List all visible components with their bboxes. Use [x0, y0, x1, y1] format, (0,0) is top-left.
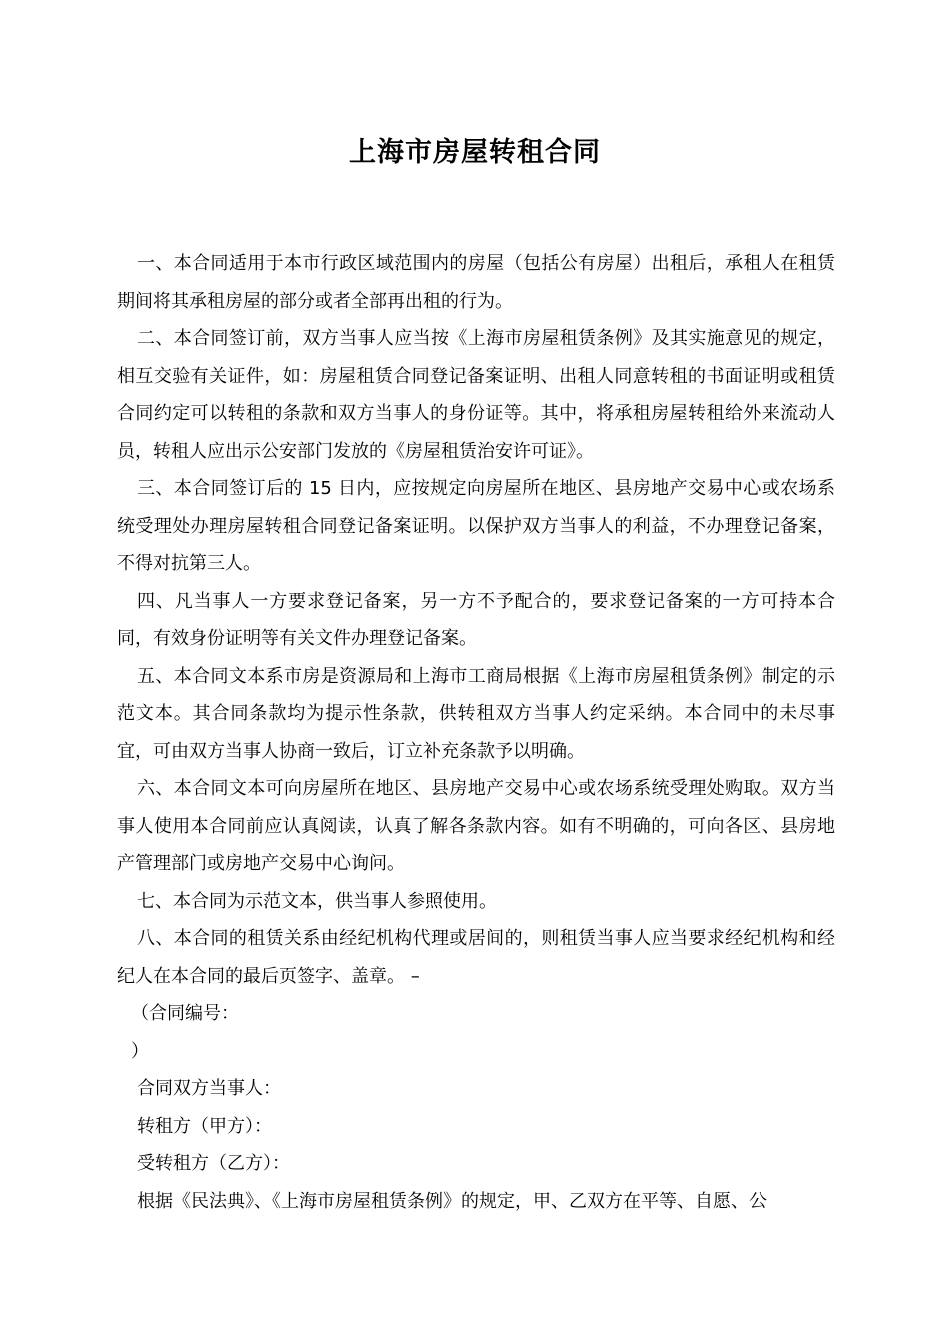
contract-number-label: （合同编号： — [131, 1003, 239, 1024]
document-title: 上海市房屋转租合同 — [349, 137, 601, 168]
clause-5: 五、本合同文本系市房是资源局和上海市工商局根据《上海市房屋租赁条例》制定的示范文本。其合同条款均为提示性条款，供转租双方当事人约定采纳。本合同中的未尽事宜，可由双方当事人协商一致后，订立补充条款予以明确。 — [117, 665, 835, 762]
clause-6: 六、本合同文本可向房屋所在地区、县房地产交易中心或农场系统受理处购取。双方当事人使用本合同前应认真阅读，认真了解各条款内容。如有不明确的，可向各区、县房地产管理部门或房地产交易中心询问。 — [117, 778, 835, 874]
clause-2: 二、本合同签订前，双方当事人应当按《上海市房屋租赁条例》及其实施意见的规定，相互交验有关证件，如：房屋租赁合同登记备案证明、出租人同意转租的书面证明或租赁合同约定可以转租的条款和双方当事人的身份证等。其中，将承租房屋转租给外来流动人员，转租人应出示公安部门发放的《房屋租赁治安许可证》。 — [117, 328, 835, 462]
party-b-label: 受转租方（乙方）： — [137, 1153, 290, 1174]
preamble-text: 根据《民法典》、《上海市房屋租赁条例》的规定，甲、乙双方在平等、自愿、公 — [137, 1190, 767, 1212]
parties-heading: 合同双方当事人： — [137, 1078, 281, 1099]
clause-4: 四、凡当事人一方要求登记备案，另一方不予配合的，要求登记备案的一方可持本合同，有效身份证明等有关文件办理登记备案。 — [117, 590, 835, 649]
clause-7: 七、本合同为示范文本，供当事人参照使用。 — [137, 890, 497, 912]
party-a-label: 转租方（甲方）： — [137, 1115, 272, 1137]
document-body — [117, 245, 835, 1220]
clause-3: 三、本合同签订后的 15 日内，应按规定向房屋所在地区、县房地产交易中心或农场系统受理处办理房屋转租合同登记备案证明。以保护双方当事人的利益，不办理登记备案，不得对抗第三人。 — [117, 478, 835, 574]
clause-1: 一、本合同适用于本市行政区域范围内的房屋（包括公有房屋）出租后，承租人在租赁期间将其承租房屋的部分或者全部再出租的行为。 — [117, 253, 835, 312]
clause-8: 八、本合同的租赁关系由经纪机构代理或居间的，则租赁当事人应当要求经纪机构和经纪人在本合同的最后页签字、盖章。 – — [117, 928, 835, 987]
contract-number-close: ） — [131, 1040, 149, 1062]
